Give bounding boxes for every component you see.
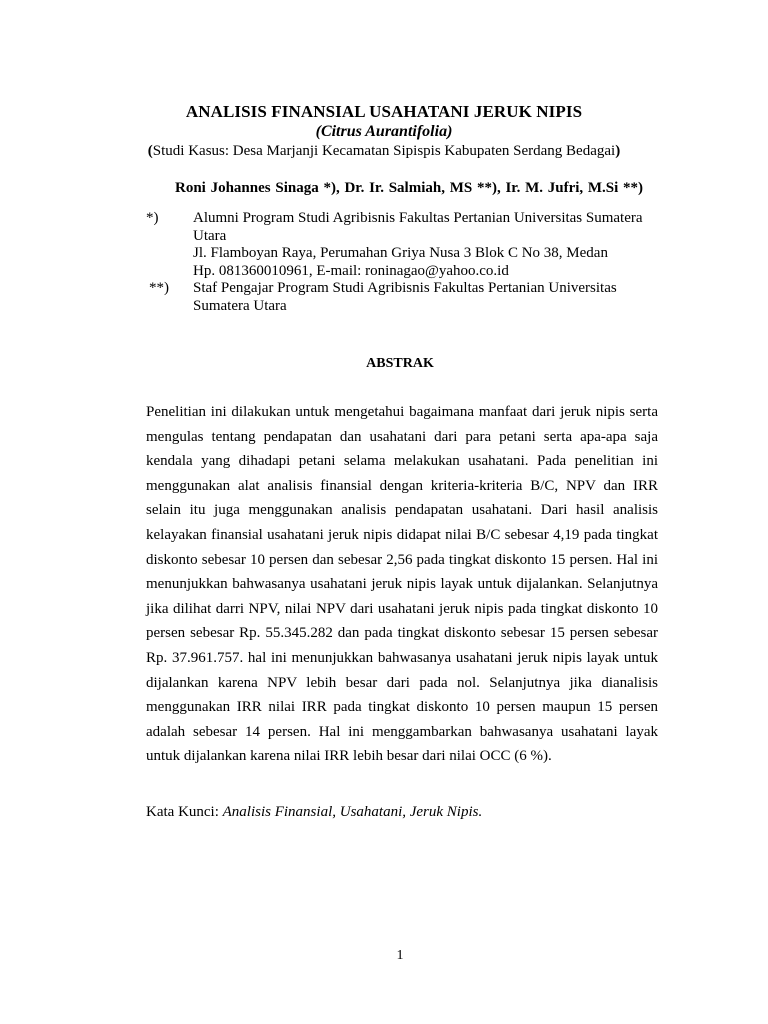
affiliation-address: Jl. Flamboyan Raya, Perumahan Griya Nusa 3 Blok C No 38, Medan [193,245,608,261]
study-case-text: Studi Kasus: Desa Marjanji Kecamatan Sipispis Kabupaten Serdang Bedagai [152,143,616,159]
affiliation-line: Utara [193,227,227,244]
paper-title: ANALISIS FINANSIAL USAHATANI JERUK NIPIS [185,102,583,121]
affiliation-mark: **) [149,280,169,296]
study-case-line [0,143,768,160]
abstract-heading: ABSTRAK [366,356,434,371]
paper-subtitle: (Citrus Aurantifolia) [315,123,453,140]
affiliation-line: Staf Pengajar Program Studi Agribisnis Fakultas Pertanian Universitas [193,280,617,296]
study-close-paren: ) [615,143,621,159]
page-number: 1 [396,948,404,963]
affiliation-line: Alumni Program Studi Agribisnis Fakultas Pertanian Universitas Sumatera [193,210,643,226]
keywords-line [146,804,482,821]
affiliation-lines [193,210,668,280]
affiliation-lines [193,280,668,315]
affiliation-line: Sumatera Utara [193,297,287,314]
abstract-body: Penelitian ini dilakukan untuk mengetahui bagaimana manfaat dari jeruk nipis serta mengulas tentang pendapatan dan usahatani dari para petani serta apa-apa saja kendala yang dihadapi petani selama melakukan usahatani. Pada penelitian ini menggunakan alat analisis finansial dengan kriteria-kriteria B/C, NPV dan IRR selain itu juga menggunakan analisis pendapatan usahatani. Dari hasil analisis kelayakan finansial usahatani jeruk nipis didapat nilai B/C sebesar 4,19 pada tingkat diskonto sebesar 10 persen dan sebesar 2,56 pada tingkat diskonto 15 persen. Hal ini menunjukkan bahwasanya usahatani jeruk nipis layak untuk dijalankan. Selanjutnya jika dilihat darri NPV, nilai NPV dari usahatani jeruk nipis pada tingkat diskonto 10 persen sebesar Rp. 55.345.282 dan pada tingkat diskonto sebesar 15 persen sebesar Rp. 37.961.757. hal ini menunjukkan bahwasanya usahatani jeruk nipis layak untuk dijalankan karena NPV lebih besar dari pada nol. Selanjutnya jika dianalisis menggunakan IRR nilai IRR pada tingkat diskonto 10 persen maupun 15 persen adalah sebesar 14 persen. Hal ini menggambarkan bahwasanya usahatani layak untuk dijalankan karena nilai IRR lebih besar dari nilai OCC (6 %). [146,404,658,765]
author-list: Roni Johannes Sinaga *), Dr. Ir. Salmiah, MS **), Ir. M. Jufri, M.Si **) [175,180,644,196]
keywords-label: Kata Kunci: [146,804,219,820]
study-open-paren: ( [147,143,153,159]
keywords-list: Analisis Finansial, Usahatani, Jeruk Nipis. [222,804,483,820]
affiliation-contact: Hp. 081360010961, E-mail: roninagao@yahoo.co.id [193,262,509,279]
affiliation-mark: *) [146,210,159,226]
